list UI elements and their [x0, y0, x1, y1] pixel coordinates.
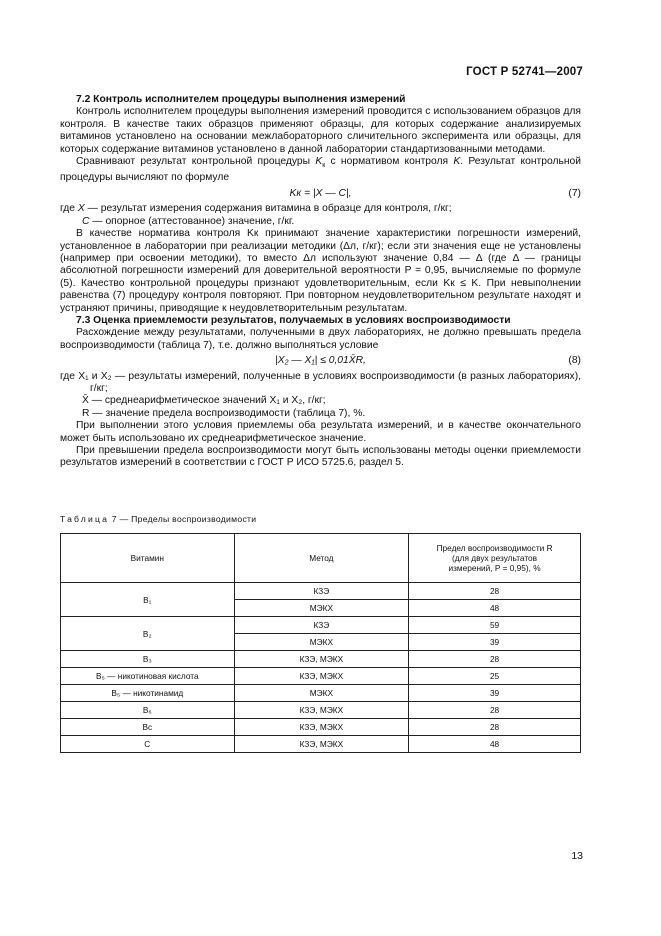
limit-cell: 28 [409, 719, 581, 736]
table-row [61, 702, 581, 719]
limit-cell: 48 [409, 600, 581, 617]
formula-7 [60, 188, 581, 200]
header-method: Метод [234, 534, 409, 583]
method-cell: МЭКХ [234, 634, 409, 651]
vitamin-cell: Bс [61, 719, 235, 736]
vitamin-cell: B₅ — никотиновая кислота [61, 668, 235, 685]
method-cell: КЗЭ, МЭКХ [234, 702, 409, 719]
limit-cell: 28 [409, 583, 581, 600]
formula-7-expression: Kк = |X — C|, [289, 187, 352, 199]
table-row [61, 651, 581, 668]
body-text [60, 94, 581, 470]
method-cell: МЭКХ [234, 600, 409, 617]
section-7-2-paragraph-2: Сравнивают результат контрольной процедуры $K_к$ с нормативом контроля K. Результат контрольной процедуры вычисляют по формуле [60, 156, 582, 184]
limit-cell: 39 [409, 685, 581, 702]
section-7-2-paragraph-1: Контроль исполнителем процедуры выполнения измерений проводится с использованием образцов для контроля. В качестве таких образцов применяют образцы, для которых содержание анализируемых витаминов установлено на основании межлабораторного сличительного эксперимента или образцы, для которых содержание витаминов установлено в данной лаборатории стандартизованными методами. [60, 106, 581, 155]
method-cell: КЗЭ, МЭКХ [234, 668, 409, 685]
limit-cell: 28 [409, 651, 581, 668]
limit-cell: 59 [409, 617, 581, 634]
method-cell: КЗЭ [234, 617, 409, 634]
method-cell: КЗЭ [234, 583, 409, 600]
where-r: R — значение предела воспроизводимости (таблица 7), %. [82, 407, 366, 419]
where-c: C — опорное (аттестованное) значение, г/кг. [82, 215, 295, 227]
document-header: ГОСТ Р 52741—2007 [466, 66, 583, 78]
section-7-2-paragraph-3: В качестве норматива контроля Kк принимают значение характеристики погрешности измерений, установленное в лаборатории при реализации методики (Δл, г/кг); если эти значения еще не установлены (например при освоении методики), то вместо Δл используют значение 0,84 — Δ (где Δ — границы абсолютной погрешности измерений для доверительной вероятности P = 0,95, вычисляемые по формуле (5). Качество контрольной процедуры признают удовлетворительным, если Kк ≤ K. При невыполнении равенства (7) процедуру контроля повторяют. При повторном неудовлетворительном результате находят и устраняют причины, приводящие к неудовлетворительным результатам. [60, 228, 581, 314]
page-number: 13 [571, 850, 583, 862]
method-cell: КЗЭ, МЭКХ [234, 719, 409, 736]
reproducibility-table [60, 533, 581, 753]
section-7-3-paragraph-3: При превышении предела воспроизводимости могут быть использованы методы оценки приемлемости результатов измерений в соответствии с ГОСТ Р ИСО 5725.6, раздел 5. [60, 445, 581, 469]
vitamin-cell: C [61, 736, 235, 753]
limit-cell: 25 [409, 668, 581, 685]
where-x-mean: X̄ — среднеарифметическое значений X₁ и X₂, г/кг; [82, 395, 326, 407]
header-vitamin: Витамин [61, 534, 235, 583]
section-7-3-title: 7.3 Оценка приемлемости результатов, получаемых в условиях воспроизводимости [76, 314, 511, 326]
section-7-3-paragraph-1: Расхождение между результатами, полученными в двух лабораториях, не должно превышать предела воспроизводимости (таблица 7), т.е. должно выполняться условие [60, 327, 581, 351]
table-row [61, 719, 581, 736]
header-limit: Предел воспроизводимости R (для двух результатов измерений, P = 0,95), % [409, 534, 581, 583]
limit-cell: 39 [409, 634, 581, 651]
vitamin-cell: B₅ — никотинамид [61, 685, 235, 702]
vitamin-cell: B₆ [61, 702, 235, 719]
where-x: где X — результат измерения содержания витамина в образце для контроля, г/кг; [60, 203, 452, 215]
table-row [61, 617, 581, 634]
formula-7-number: (7) [568, 187, 581, 199]
method-cell: МЭКХ [234, 685, 409, 702]
table-row [61, 583, 581, 600]
method-cell: КЗЭ, МЭКХ [234, 651, 409, 668]
table-row [61, 736, 581, 753]
method-cell: КЗЭ, МЭКХ [234, 736, 409, 753]
vitamin-cell: B₂ [61, 617, 235, 651]
limit-cell: 48 [409, 736, 581, 753]
section-7-3-paragraph-2: При выполнении этого условия приемлемы оба результата измерений, и в качестве окончательного может быть использовано их среднеарифметическое значение. [60, 420, 581, 444]
table-header-row [61, 534, 581, 583]
table-row [61, 685, 581, 702]
vitamin-cell: B₁ [61, 583, 235, 617]
formula-8-number: (8) [568, 355, 581, 367]
section-7-2-title: 7.2 Контроль исполнителем процедуры выполнения измерений [76, 94, 406, 105]
formula-8-expression: |X₂ — X₁| ≤ 0,01X̄R, [275, 355, 366, 367]
formula-8 [60, 355, 581, 367]
table-row [61, 668, 581, 685]
limit-cell: 28 [409, 702, 581, 719]
where-x1-x2: где X₁ и X₂ — результаты измерений, полученные в условиях воспроизводимости (в разных лабораториях), г/кг; [60, 370, 581, 394]
table-caption: Таблица 7 — Пределы воспроизводимости [60, 514, 257, 524]
vitamin-cell: B₃ [61, 651, 235, 668]
